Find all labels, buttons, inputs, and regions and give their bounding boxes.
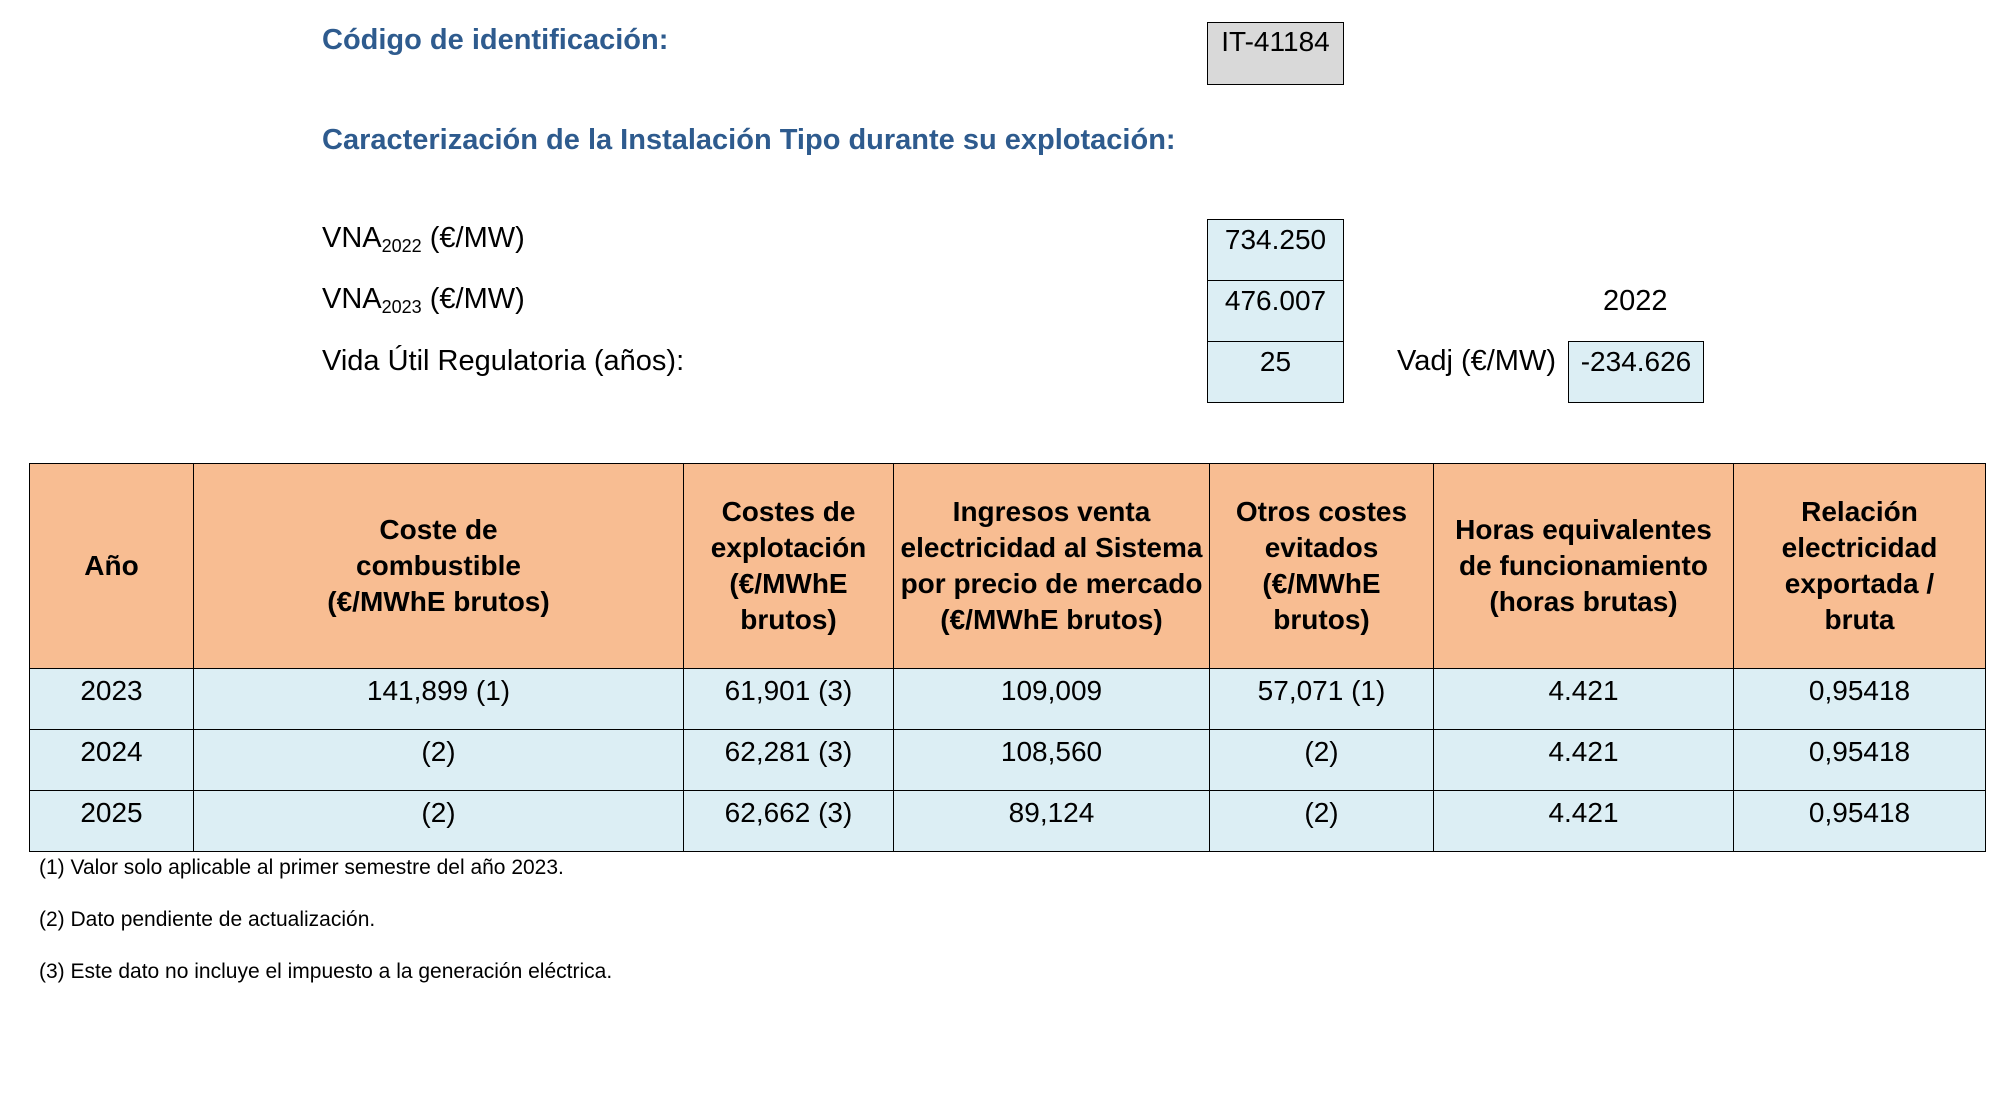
col-header-ingresos-venta: Ingresos venta electricidad al Sistema por precio de mercado (€/MWhE brutos) — [894, 464, 1210, 669]
col-header-relacion-electricidad: Relación electricidad exportada / bruta — [1734, 464, 1986, 669]
table-header-row — [30, 464, 1986, 669]
vna-2022-value: 734.250 — [1207, 219, 1344, 281]
table-cell: 108,560 — [894, 730, 1210, 791]
table-cell: 2024 — [30, 730, 194, 791]
footnote-2: (2) Dato pendiente de actualización. — [39, 908, 376, 931]
table-cell: 57,071 (1) — [1210, 669, 1434, 730]
table-cell: 4.421 — [1434, 791, 1734, 852]
table-cell: (2) — [1210, 730, 1434, 791]
table-cell: 61,901 (3) — [684, 669, 894, 730]
explotacion-table — [29, 463, 1986, 852]
characterization-title: Caracterización de la Instalación Tipo durante su explotación: — [322, 124, 1176, 156]
id-value-box: IT-41184 — [1207, 22, 1344, 85]
table-cell: 2023 — [30, 669, 194, 730]
table-cell: 0,95418 — [1734, 669, 1986, 730]
table-cell: 141,899 (1) — [194, 669, 684, 730]
col-header-ano: Año — [30, 464, 194, 669]
col-header-costes-explotacion: Costes de explotación (€/MWhE brutos) — [684, 464, 894, 669]
col-header-horas-equivalentes: Horas equivalentes de funcionamiento (horas brutas) — [1434, 464, 1734, 669]
table-row — [30, 791, 1986, 852]
vida-util-label: Vida Útil Regulatoria (años): — [322, 345, 685, 377]
table-cell: 89,124 — [894, 791, 1210, 852]
vadj-year: 2022 — [1603, 285, 1668, 317]
table-cell: (2) — [1210, 791, 1434, 852]
table-row — [30, 669, 1986, 730]
table-row — [30, 730, 1986, 791]
vadj-label: Vadj (€/MW) — [1397, 345, 1556, 377]
table-cell: 62,662 (3) — [684, 791, 894, 852]
table-cell: (2) — [194, 730, 684, 791]
table-cell: (2) — [194, 791, 684, 852]
vna-2022-label: $VNA_{2022}$ (€/MW) — [322, 222, 525, 256]
vadj-value: -234.626 — [1568, 341, 1704, 403]
table-cell: 0,95418 — [1734, 730, 1986, 791]
footnote-3: (3) Este dato no incluye el impuesto a la generación eléctrica. — [39, 960, 613, 983]
footnote-1: (1) Valor solo aplicable al primer semestre del año 2023. — [39, 856, 564, 879]
vida-util-value: 25 — [1207, 341, 1344, 403]
table-cell: 62,281 (3) — [684, 730, 894, 791]
col-header-coste-combustible: Coste de combustible (€/MWhE brutos) — [194, 464, 684, 669]
table-cell: 4.421 — [1434, 730, 1734, 791]
vna-2023-value: 476.007 — [1207, 280, 1344, 342]
table-cell: 2025 — [30, 791, 194, 852]
table-cell: 109,009 — [894, 669, 1210, 730]
vna-2023-label: $VNA_{2023}$ (€/MW) — [322, 283, 525, 317]
col-header-otros-costes: Otros costes evitados (€/MWhE brutos) — [1210, 464, 1434, 669]
table-cell: 0,95418 — [1734, 791, 1986, 852]
table-cell: 4.421 — [1434, 669, 1734, 730]
id-label: Código de identificación: — [322, 24, 669, 56]
